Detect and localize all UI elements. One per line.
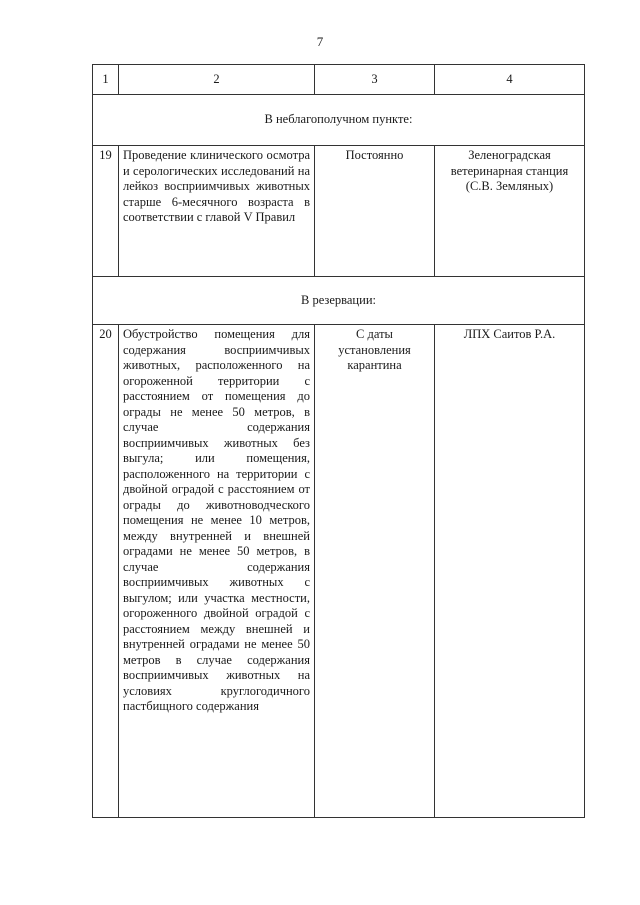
- row-number: 20: [93, 325, 119, 818]
- row-number: 19: [93, 146, 119, 277]
- section-row: [93, 95, 585, 146]
- page-number: 7: [316, 34, 324, 49]
- header-row: [93, 65, 585, 95]
- row-responsible: Зеленоградская ветеринарная станция (С.В. Земляных): [435, 146, 585, 277]
- header-col-3: 3: [315, 65, 435, 95]
- row-responsible: ЛПХ Саитов Р.А.: [435, 325, 585, 818]
- measures-table: [92, 64, 585, 818]
- section-title-disadvantaged: В неблагополучном пункте:: [93, 95, 585, 146]
- row-measure: Проведение клинического осмотра и серологических исследований на лейкоз восприимчивых животных старше 6-месячного возраста в соответствии с главой V Правил: [119, 146, 315, 277]
- section-title-reservation: В резервации:: [93, 277, 585, 325]
- row-term: Постоянно: [315, 146, 435, 277]
- row-term: С даты установления карантина: [315, 325, 435, 818]
- table-row: [93, 325, 585, 818]
- header-col-2: 2: [119, 65, 315, 95]
- header-col-4: 4: [435, 65, 585, 95]
- row-measure: Обустройство помещения для содержания восприимчивых животных, расположенного на огороженной территории с расстоянием от помещения до ограды не менее 50 метров, в случае содержания восприимчивых животных без выгула; или помещения, расположенного на территории с двойной оградой с расстоянием от ограды до животноводческого помещения не менее 10 метров, между внутренней и внешней оградами не менее 50 метров, в случае содержания восприимчивых животных с выгулом; или участка местности, огороженного двойной оградой с расстоянием между внешней и внутренней оградами не менее 50 метров в случае содержания восприимчивых животных на условиях круглогодичного пастбищного содержания: [119, 325, 315, 818]
- table-row: [93, 146, 585, 277]
- header-col-1: 1: [93, 65, 119, 95]
- section-row: [93, 277, 585, 325]
